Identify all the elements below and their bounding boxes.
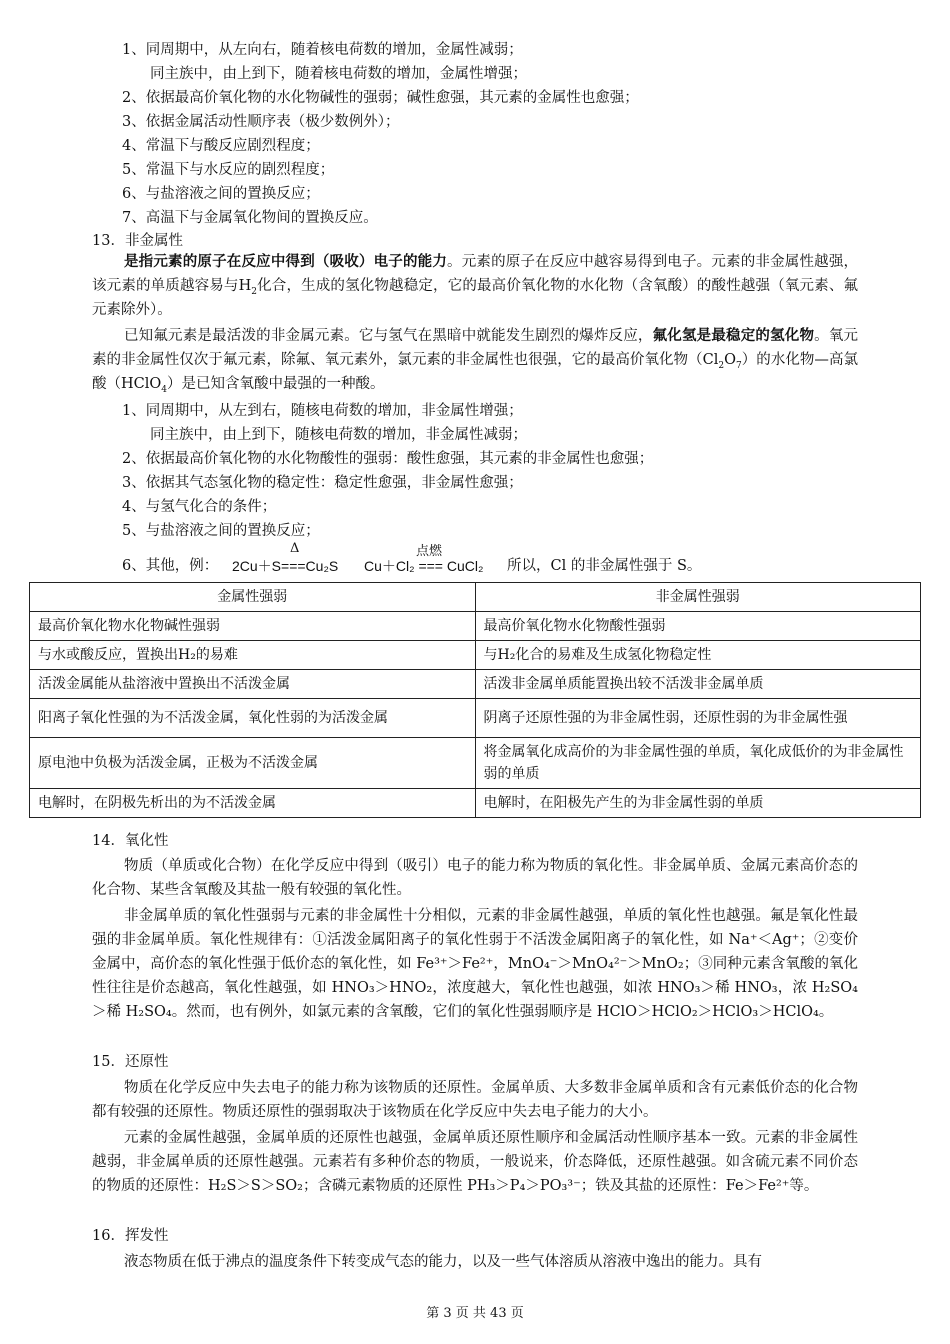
table-row	[30, 641, 921, 670]
section-14-paragraph-2: 非金属单质的氧化性强弱与元素的非金属性十分相似，元素的非金属性越强，单质的氧化性也越强。氟是氧化性最强的非金属单质。氧化性规律有：①活泼金属阳离子的氧化性弱于不活泼金属阳离子的氧化性，如 Na⁺＜Ag⁺；②变价金属中，高价态的氧化性强于低价态的氧化性，如 Fe³⁺＞Fe²⁺，MnO₄⁻＞MnO₄²⁻＞MnO₂；③同种元素含氧酸的氧化性往往是价态越高，氧化性越强，如 HNO₃＞HNO₂，浓度越大，氧化性也越强，如浓 HNO₃＞稀 HNO₃，浓 H₂SO₄＞稀 H₂SO₄。然而，也有例外，如氯元素的含氧酸，它们的氧化性强弱顺序是 HClO＞HClO₂＞HClO₃＞HClO₄。	[92, 908, 858, 1020]
metal-rule-7: 7、高温下与金属氧化物间的置换反应。	[122, 210, 378, 226]
table-header-row	[30, 583, 921, 612]
equation-cu-s: 2Cu＋S===Cu₂S	[232, 558, 339, 574]
table-row	[30, 670, 921, 699]
table-cell: 将金属氧化成高价的为非金属性强的单质，氧化成低价的为非金属性弱的单质	[475, 738, 921, 789]
section-13-title: 13．非金属性	[92, 233, 183, 249]
metal-rule-6: 6、与盐溶液之间的置换反应；	[122, 186, 320, 202]
nonmetal-rule-2: 2、依据最高价氧化物的水化物酸性的强弱：酸性愈强，其元素的非金属性也愈强；	[122, 451, 654, 467]
nonmetal-rule-3: 3、依据其气态氢化物的稳定性：稳定性愈强，非金属性愈强；	[122, 475, 523, 491]
nonmetal-rule-4: 4、与氢气化合的条件；	[122, 499, 277, 515]
metallicity-comparison-table	[29, 582, 921, 818]
table-cell: 活泼金属能从盐溶液中置换出不活泼金属	[30, 670, 476, 699]
table-cell: 电解时，在阴极先析出的为不活泼金属	[30, 789, 476, 818]
table-cell: 阳离子氧化性强的为不活泼金属，氧化性弱的为活泼金属	[30, 699, 476, 738]
table-header-metal: 金属性强弱	[30, 583, 476, 612]
p2-text-d: ）的水化物—高氯酸（HClO	[92, 352, 859, 392]
rule-6-conclusion: 所以，Cl 的非金属性强于 S。	[507, 558, 702, 574]
table-header-nonmetal: 非金属性强弱	[475, 583, 921, 612]
nonmetal-rule-1b: 同主族中，由上到下，随核电荷数的增加，非金属性减弱；	[150, 427, 527, 443]
heat-condition-symbol: Δ	[290, 541, 300, 556]
metal-rule-2: 2、依据最高价氧化物的水化物碱性的强弱；碱性愈强，其元素的金属性也愈强；	[122, 90, 639, 106]
section-15-title: 15．还原性	[92, 1054, 169, 1070]
p1-sub: 2	[251, 286, 257, 297]
metal-rule-5: 5、常温下与水反应的剧烈程度；	[122, 162, 335, 178]
p1-text-a: 。元素的原子在反应中越容易得到电子。元素的非金属性越强，该元素的单质越容易与H	[92, 254, 859, 294]
section-14-title: 14．氧化性	[92, 833, 169, 849]
p2-sub-2: 7	[735, 360, 742, 371]
table-cell: 最高价氧化物水化物酸性强弱	[475, 612, 921, 641]
table-row	[30, 612, 921, 641]
section-13-paragraph-1	[92, 250, 858, 322]
p2-sub-1: 2	[718, 360, 725, 371]
table-cell: 与水或酸反应，置换出H₂的易难	[30, 641, 476, 670]
section-15-paragraph-2: 元素的金属性越强，金属单质的还原性也越强，金属单质还原性顺序和金属活动性顺序基本一致。元素的非金属性越弱，非金属单质的还原性越强。元素若有多种价态的物质，一般说来，价态降低，还原性越强。如含硫元素不同价态的物质的还原性：H₂S＞S＞SO₂；含磷元素物质的还原性 PH₃＞P₄＞PO₃³⁻；铁及其盐的还原性：Fe＞Fe²⁺等。	[92, 1130, 858, 1194]
p2-text-c: O	[724, 352, 736, 368]
section-16-title: 16．挥发性	[92, 1228, 169, 1244]
section-16-paragraph-1: 液态物质在低于沸点的温度条件下转变成气态的能力，以及一些气体溶质从溶液中逸出的能力。具有	[124, 1254, 762, 1270]
table-cell: 电解时，在阳极先产生的为非金属性弱的单质	[475, 789, 921, 818]
section-14-paragraph-1: 物质（单质或化合物）在化学反应中得到（吸引）电子的能力称为物质的氧化性。非金属单质、金属元素高价态的化合物、某些含氧酸及其盐一般有较强的氧化性。	[92, 858, 858, 898]
table-row	[30, 699, 921, 738]
metal-rule-3: 3、依据金属活动性顺序表（极少数例外）；	[122, 114, 400, 130]
p2-bold: 氟化氢是最稳定的氢化物	[652, 327, 815, 344]
ignition-condition-label: 点燃	[416, 544, 443, 559]
table-cell: 原电池中负极为活泼金属，正极为不活泼金属	[30, 738, 476, 789]
section-13-paragraph-2	[92, 324, 858, 396]
metal-rule-1b: 同主族中，由上到下，随着核电荷数的增加，金属性增强；	[150, 66, 527, 82]
table-row	[30, 738, 921, 789]
page-footer: 第 3 页 共 43 页	[426, 1306, 524, 1321]
section-15-paragraph-1: 物质在化学反应中失去电子的能力称为该物质的还原性。金属单质、大多数非金属单质和含有元素低价态的化合物都有较强的还原性。物质还原性的强弱取决于该物质在化学反应中失去电子能力的大小。	[92, 1080, 858, 1120]
p1-text-b: 化合，生成的氢化物越稳定，它的最高价氧化物的水化物（含氧酸）的酸性越强（氧元素、氟元素除外）。	[92, 278, 858, 318]
p2-text-a: 已知氟元素是最活泼的非金属元素。它与氢气在黑暗中就能发生剧烈的爆炸反应，	[124, 328, 653, 344]
table-cell: 最高价氧化物水化物碱性强弱	[30, 612, 476, 641]
metal-rule-4: 4、常温下与酸反应剧烈程度；	[122, 138, 320, 154]
table-cell: 阴离子还原性强的为非金属性弱，还原性弱的为非金属性强	[475, 699, 921, 738]
equation-cu-cl2: Cu＋Cl₂ === CuCl₂	[364, 558, 484, 574]
definition-bold: 是指元素的原子在反应中得到（吸收）电子的能力	[124, 253, 448, 270]
p2-text-e: ）是已知含氧酸中最强的一种酸。	[167, 376, 385, 392]
p2-sub-3: 4	[161, 384, 167, 395]
table-cell: 活泼非金属单质能置换出较不活泼非金属单质	[475, 670, 921, 699]
nonmetal-rule-5: 5、与盐溶液之间的置换反应；	[122, 523, 320, 539]
metal-rule-1: 1、同周期中，从左向右，随着核电荷数的增加，金属性减弱；	[122, 42, 523, 58]
table-cell: 与H₂化合的易难及生成氢化物稳定性	[475, 641, 921, 670]
table-row	[30, 789, 921, 818]
nonmetal-rule-1: 1、同周期中，从左到右，随核电荷数的增加，非金属性增强；	[122, 403, 523, 419]
p2-text-b: 。氧元素的非金属性仅次于氟元素，除氟、氧元素外，氯元素的非金属性也很强，它的最高价氧化物（Cl	[92, 328, 859, 368]
nonmetal-rule-6-prefix: 6、其他，例：	[122, 558, 219, 574]
